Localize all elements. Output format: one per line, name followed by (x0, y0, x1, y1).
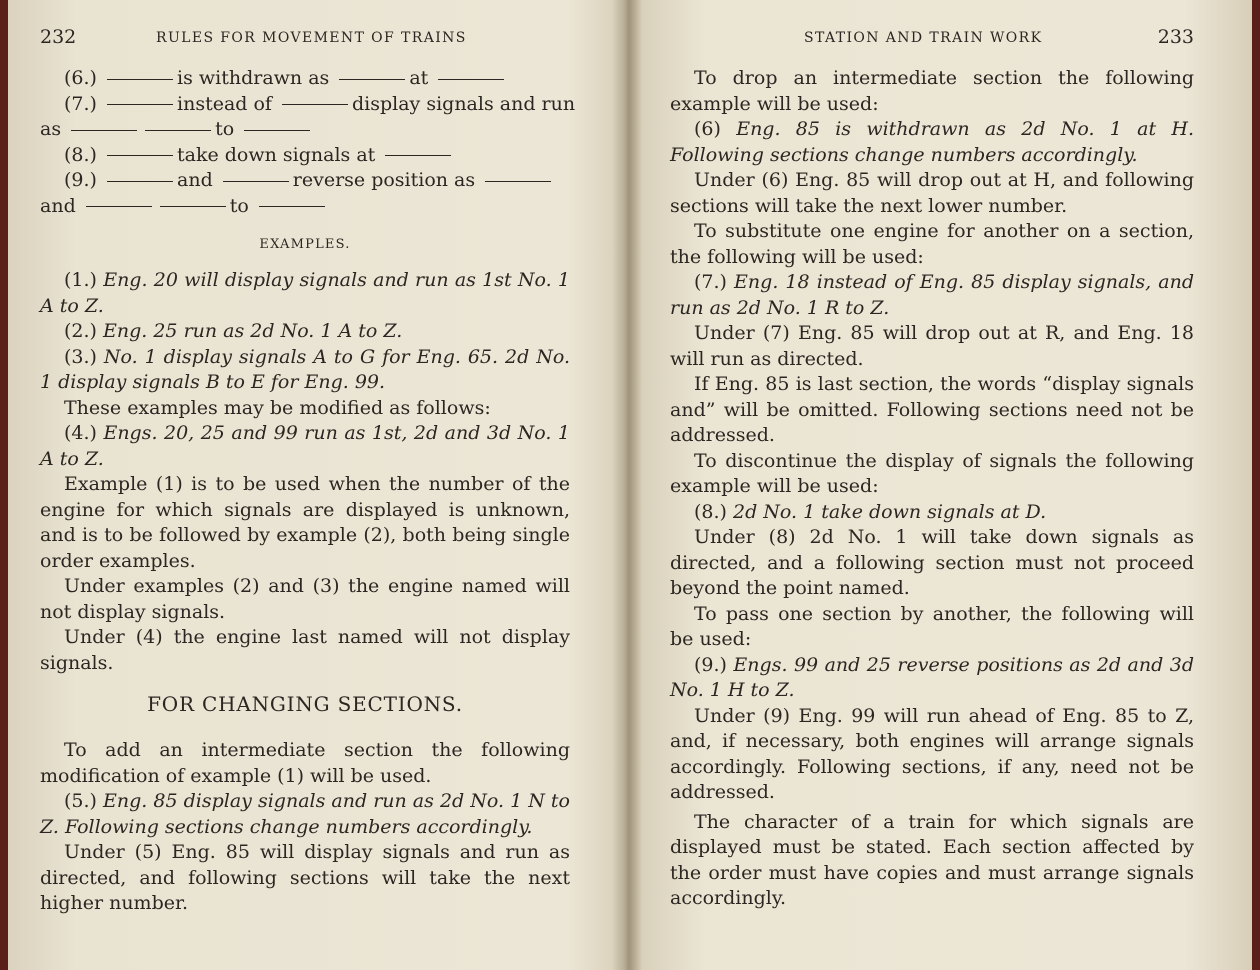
modify-paragraph: These examples may be modified as follows: (64, 396, 491, 419)
left-page (40, 22, 576, 917)
paragraph-under-4: Under (4) the engine last named will not display signals. (40, 626, 570, 674)
form-line-7-cont: as to (40, 117, 570, 143)
example-7: (7.) Eng. 18 instead of Eng. 85 display signals, and run as 2d No. 1 R to Z. (670, 271, 1194, 319)
example-5: (5.) Eng. 85 display signals and run as 2d No. 1 N to Z. Following sections change numbers accordingly. (40, 790, 570, 838)
paragraph-discontinue: To discontinue the display of signals the following example will be used: (670, 449, 1194, 497)
right-page (670, 22, 1194, 912)
example-3: (3.) No. 1 display signals A to G for Eng. 65. 2d No. 1 display signals B to E for Eng. 99. (40, 345, 570, 393)
cover-edge-right (1252, 0, 1260, 970)
paragraph-under-6: Under (6) Eng. 85 will drop out at H, and following sections will take the next lower number. (670, 169, 1194, 217)
section-heading: FOR CHANGING SECTIONS. (147, 692, 463, 716)
paragraph-under-9: Under (9) Eng. 99 will run ahead of Eng. 85 to Z, and, if necessary, both engines will arrange signals accordingly. Following sections, if any, need not be addressed. (670, 704, 1194, 803)
example-4: (4.) Engs. 20, 25 and 99 run as 1st, 2d and 3d No. 1 A to Z. (40, 422, 570, 470)
form-template (40, 66, 576, 219)
cover-edge-left (0, 0, 8, 970)
right-running-title: STATION AND TRAIN WORK (804, 30, 1043, 46)
paragraph-under-7: Under (7) Eng. 85 will drop out at R, and Eng. 18 will run as directed. (670, 322, 1194, 370)
paragraph-add-section: To add an intermediate section the following modification of example (1) will be used. (40, 739, 570, 787)
example-2: (2.) Eng. 25 run as 2d No. 1 A to Z. (64, 320, 403, 342)
examples-heading: EXAMPLES. (259, 237, 351, 252)
form-line-9-cont: and to (40, 194, 570, 220)
paragraph-character: The character of a train for which signals are displayed must be stated. Each section affected by the order must have copies and must arrange signals accordingly. (670, 810, 1194, 909)
right-page-number: 233 (1157, 26, 1194, 48)
example-1: (1.) Eng. 20 will display signals and run as 1st No. 1 A to Z. (40, 269, 570, 317)
paragraph-pass-section: To pass one section by another, the following will be used: (670, 602, 1194, 650)
left-running-head (40, 22, 570, 52)
example-6: (6) Eng. 85 is withdrawn as 2d No. 1 at H. Following sections change numbers accordingly. (670, 118, 1194, 166)
paragraph-under-5: Under (5) Eng. 85 will display signals and run as directed, and following sections will take the next higher number. (40, 841, 570, 914)
form-line-6: (6.) is withdrawn as at (40, 66, 570, 92)
example-8: (8.) 2d No. 1 take down signals at D. (694, 500, 1047, 523)
paragraph-last-section: If Eng. 85 is last section, the words “display signals and” will be omitted. Following sections need not be addressed. (670, 373, 1194, 446)
left-running-title: RULES FOR MOVEMENT OF TRAINS (156, 30, 467, 46)
form-line-7: (7.) instead of display signals and run (64, 92, 576, 115)
book-gutter (612, 0, 642, 970)
example-9: (9.) Engs. 99 and 25 reverse positions as 2d and 3d No. 1 H to Z. (670, 653, 1194, 701)
paragraph-under-2-3: Under examples (2) and (3) the engine named will not display signals. (40, 575, 570, 623)
right-page-body (670, 66, 1194, 912)
paragraph-under-8: Under (8) 2d No. 1 will take down signals as directed, and a following section must not proceed beyond the point named. (670, 526, 1194, 599)
form-line-9: (9.) and reverse position as (40, 168, 570, 194)
paragraph-drop-section: To drop an intermediate section the following example will be used: (670, 67, 1194, 115)
paragraph-example-1: Example (1) is to be used when the number of the engine for which signals are displayed is unknown, and is to be followed by example (2), both being single order examples. (40, 473, 570, 572)
form-line-8: (8.) take down signals at (40, 143, 570, 169)
right-running-head (670, 22, 1194, 52)
left-page-number: 232 (40, 26, 77, 48)
paragraph-substitute: To substitute one engine for another on a section, the following will be used: (670, 220, 1194, 268)
